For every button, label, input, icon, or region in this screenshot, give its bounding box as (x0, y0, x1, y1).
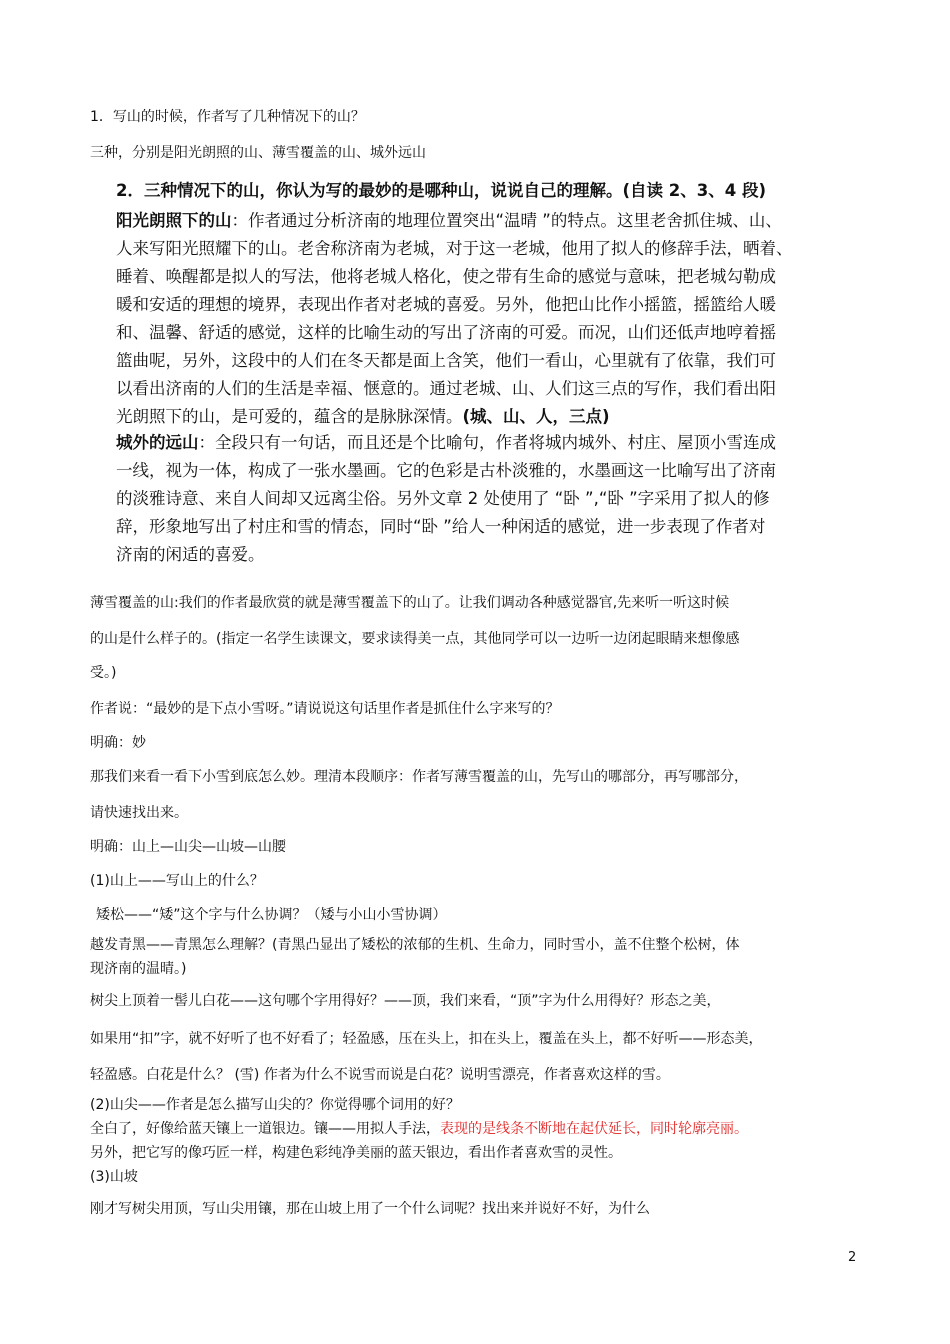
clarify-1: 明确：妙 (90, 735, 146, 751)
part-1-b-2: 现济南的温晴。) (90, 961, 187, 977)
part-1-c-1: 树尖上顶着一髻儿白花——这句哪个字用得好？——顶，我们来看，“顶”字为什么用得好？形态之美， (90, 993, 721, 1009)
part-2-title: (2)山尖——作者是怎么描写山尖的？你觉得哪个词用的好？ (90, 1097, 460, 1113)
sunny-mountain-label: 阳光朗照下的山 (116, 211, 232, 230)
sunny-mountain-line-7: 以看出济南的人们的生活是幸福、惬意的。通过老城、山、人们这三点的写作，我们看出阳 (116, 379, 776, 398)
snow-intro-3: 受。) (90, 665, 117, 681)
question-1: 1．写山的时候，作者写了几种情况下的山？ (90, 109, 365, 125)
sunny-mountain-summary: (城、山、人，三点) (462, 407, 610, 426)
question-2: 2．三种情况下的山，你认为写的最妙的是哪种山，说说自己的理解。(自读 2、3、4 段) (116, 181, 766, 200)
sunny-mountain-line-4: 暖和安适的理想的境界，表现出作者对老城的喜爱。另外，他把山比作小摇篮，摇篮给人暖 (116, 295, 776, 314)
snow-intro-2: 的山是什么样子的。(指定一名学生读课文，要求读得美一点，其他同学可以一边听一边闭起眼睛来想像感 (90, 631, 740, 647)
page-number: 2 (848, 1250, 857, 1265)
order-2: 请快速找出来。 (90, 805, 188, 821)
answer-1: 三种，分别是阳光朗照的山、薄雪覆盖的山、城外远山 (90, 145, 426, 161)
far-mountain-line-2: 一线，视为一体，构成了一张水墨画。它的色彩是古朴淡雅的，水墨画这一比喻写出了济南 (116, 461, 776, 480)
part-2-a-highlight: 表现的是线条不断地在起伏延长，同时轮廓亮丽。 (440, 1121, 748, 1137)
sunny-mountain-line-8: 光朗照下的山，是可爱的，蕴含的是脉脉深情。(城、山、人，三点) (116, 407, 610, 426)
sunny-mountain-line-3: 睡着、唤醒都是拟人的写法，他将老城人格化，使之带有生命的感觉与意味，把老城勾勒成 (116, 267, 776, 286)
part-3-a: 刚才写树尖用顶，写山尖用镶，那在山坡上用了一个什么词呢？找出来并说好不好，为什么 (90, 1201, 650, 1217)
part-2-a: 全白了，好像给蓝天镶上一道银边。镶——用拟人手法，表现的是线条不断地在起伏延长，同时轮廓亮丽。 (90, 1121, 748, 1137)
sunny-mountain-line-2: 人来写阳光照耀下的山。老舍称济南为老城，对于这一老城，他用了拟人的修辞手法，晒着、 (116, 239, 793, 258)
author-says: 作者说：“最妙的是下点小雪呀。”请说说这句话里作者是抓住什么字来写的？ (90, 701, 560, 717)
part-1-b-1: 越发青黑——青黑怎么理解？(青黑凸显出了矮松的浓郁的生机、生命力，同时雪小，盖不住整个松树，体 (90, 937, 740, 953)
part-1-a: 矮松——“矮”这个字与什么协调？（矮与小山小雪协调） (96, 907, 447, 923)
far-mountain-label: 城外的远山 (116, 433, 199, 452)
sunny-mountain-line-6: 篮曲呢，另外，这段中的人们在冬天都是面上含笑，他们一看山，心里就有了依靠，我们可 (116, 351, 776, 370)
far-mountain-line-3: 的淡雅诗意、来自人间却又远离尘俗。另外文章 2 处使用了 “卧 ”,“卧 ”字采用了拟人的修 (116, 489, 770, 508)
order-1: 那我们来看一看下小雪到底怎么妙。理清本段顺序：作者写薄雪覆盖的山，先写山的哪部分，再写哪部分， (90, 769, 748, 785)
part-2-b: 另外，把它写的像巧匠一样，构建色彩纯净美丽的蓝天银边，看出作者喜欢雪的灵性。 (90, 1145, 622, 1161)
snow-intro-1: 薄雪覆盖的山:我们的作者最欣赏的就是薄雪覆盖下的山了。让我们调动各种感觉器官,先来听一听这时候 (90, 595, 730, 611)
part-1-title: (1)山上——写山上的什么？ (90, 873, 264, 889)
far-mountain-line-5: 济南的闲适的喜爱。 (116, 545, 265, 564)
far-mountain-line-1: 城外的远山：全段只有一句话，而且还是个比喻句，作者将城内城外、村庄、屋顶小雪连成 (116, 433, 776, 452)
part-3-title: (3)山坡 (90, 1169, 138, 1185)
sunny-mountain-line-1: 阳光朗照下的山：作者通过分析济南的地理位置突出“温晴 ”的特点。这里老舍抓住城、山、 (116, 211, 782, 230)
part-1-c-2: 如果用“扣”字，就不好听了也不好看了；轻盈感，压在头上，扣在头上，覆盖在头上，都不好听——形态美， (90, 1031, 763, 1047)
far-mountain-line-4: 辞，形象地写出了村庄和雪的情态，同时“卧 ”给人一种闲适的感觉，进一步表现了作者对 (116, 517, 766, 536)
sunny-mountain-line-5: 和、温馨、舒适的感觉，这样的比喻生动的写出了济南的可爱。而况，山们还低声地哼着摇 (116, 323, 776, 342)
part-1-c-3: 轻盈感。白花是什么？ (雪) 作者为什么不说雪而说是白花？说明雪漂亮，作者喜欢这样的雪。 (90, 1067, 670, 1083)
clarify-2: 明确：山上—山尖—山坡—山腰 (90, 839, 286, 855)
